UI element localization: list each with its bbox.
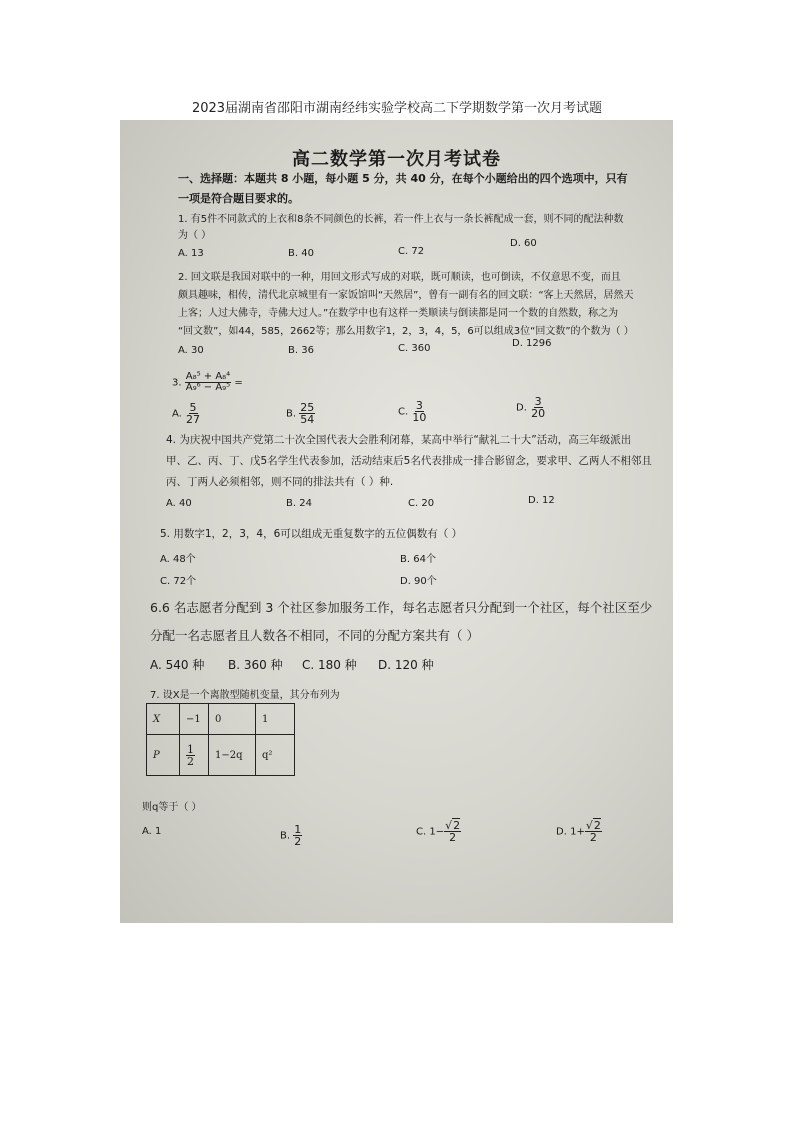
- question-3-option-d-fraction: [530, 396, 546, 419]
- distribution-table: [146, 703, 295, 776]
- question-3-option-d-num: 3: [534, 395, 542, 408]
- question-3-option-a-den: 27: [186, 413, 201, 426]
- question-3-option-c-fraction: [411, 400, 427, 423]
- question-5-option-a: A. 48个: [160, 554, 196, 565]
- question-1-option-a: A. 13: [178, 248, 204, 259]
- question-5-line1: 5. 用数字1，2，3，4，6可以组成无重复数字的五位偶数有（ ）: [160, 528, 463, 540]
- question-7-option-d: [556, 820, 602, 843]
- question-5-option-c: C. 72个: [160, 576, 197, 587]
- sqrt-radicand: 2: [593, 819, 601, 832]
- question-3-fraction: [185, 372, 231, 393]
- distribution-row-x: [147, 704, 295, 735]
- question-4-line2: 甲、乙、丙、丁、戊5名学生代表参加，活动结束后5名代表排成一排合影留念，要求甲、乙两人不相邻且: [166, 455, 652, 467]
- question-7-option-c-fraction: [444, 820, 461, 843]
- question-6-option-d: D. 120 种: [378, 658, 434, 672]
- question-4-line1: 4. 为庆祝中国共产党第二十次全国代表大会胜利闭幕，某高中举行“献礼二十大”活动，高三年级派出: [166, 434, 632, 446]
- question-1-line1: 1. 有5件不同款式的上衣和8条不同颜色的长裤，若一件上衣与一条长裤配成一套，则不同的配法种数: [178, 214, 624, 225]
- question-4-option-c: C. 20: [408, 498, 435, 509]
- question-3: [172, 372, 243, 393]
- question-3-option-a-fraction: [185, 402, 201, 425]
- exam-title: 高二数学第一次月考试卷: [292, 149, 501, 170]
- probability-num: 1: [187, 742, 194, 756]
- question-3-option-b-fraction: [299, 402, 315, 425]
- table-cell: P: [147, 735, 180, 776]
- question-3-option-b-num: 25: [300, 401, 315, 414]
- sqrt-radicand: 2: [453, 819, 461, 832]
- question-7-option-d-letter: D.: [556, 826, 567, 838]
- question-1-option-c: C. 72: [398, 246, 425, 257]
- question-3-option-c-num: 3: [415, 399, 423, 412]
- probability-fraction: [186, 744, 195, 767]
- question-7-option-c-prefix: 1−: [429, 826, 445, 838]
- question-3-option-d: [516, 396, 546, 419]
- question-3-option-b: [286, 402, 315, 425]
- question-2-option-a: A. 30: [178, 345, 204, 356]
- question-3-equals: =: [234, 377, 243, 389]
- question-2-line4: “回文数”，如44，585，2662等；那么用数字1，2，3，4，5，6可以组成3位“回文数”的个数为（ ）: [178, 326, 634, 337]
- question-3-option-c-letter: C.: [398, 406, 409, 418]
- table-cell: 1: [256, 704, 295, 735]
- question-7-option-c-num: √2: [445, 819, 461, 832]
- question-6-option-b: B. 360 种: [228, 658, 283, 672]
- question-3-numerator: A₈⁵ + A₈⁴: [185, 371, 231, 382]
- exam-photo: [120, 120, 673, 923]
- question-7-option-b-num: 1: [294, 823, 302, 836]
- question-7-prompt: 则q等于（ ）: [142, 802, 202, 813]
- question-3-option-a: [172, 402, 201, 425]
- table-cell: q²: [256, 735, 295, 776]
- question-3-option-b-letter: B.: [286, 408, 297, 420]
- question-6-option-a: A. 540 种: [150, 658, 205, 672]
- question-2-option-c: C. 360: [398, 343, 431, 354]
- question-3-option-b-den: 54: [300, 413, 315, 426]
- question-4-option-b: B. 24: [286, 498, 312, 509]
- question-3-option-d-den: 20: [531, 407, 546, 420]
- question-7-option-d-prefix: 1+: [570, 826, 585, 838]
- question-7-option-b-den: 2: [294, 835, 302, 848]
- question-1-option-d: D. 60: [510, 238, 537, 249]
- question-7-line1: 7. 设X是一个离散型随机变量，其分布列为: [150, 690, 340, 701]
- question-2-line2: 颇具趣味，相传，清代北京城里有一家饭馆叫“天然居”，曾有一副有名的回文联：“客上天然居，居然天: [178, 290, 634, 301]
- question-4-line3: 丙、丁两人必须相邻，则不同的排法共有（ ）种.: [166, 476, 394, 488]
- question-3-option-c-den: 10: [412, 411, 427, 424]
- section-heading-line1: 一、选择题：本题共 8 小题，每小题 5 分，共 40 分，在每个小题给出的四个选项中，只有: [178, 172, 628, 185]
- question-7-option-b-fraction: [293, 824, 302, 847]
- question-3-option-a-letter: A.: [172, 408, 182, 420]
- question-2-line1: 2. 回文联是我国对联中的一种，用回文形式写成的对联，既可顺读，也可倒读，不仅意思不变，而且: [178, 272, 621, 283]
- table-cell: X: [147, 704, 180, 735]
- table-cell: [180, 735, 209, 776]
- question-7-option-b: [280, 824, 302, 847]
- distribution-row-p: [147, 735, 295, 776]
- question-7-option-b-letter: B.: [280, 830, 291, 842]
- section-heading-line2: 一项是符合题目要求的。: [178, 192, 299, 205]
- question-1-option-b: B. 40: [288, 248, 314, 259]
- question-7-option-d-fraction: [585, 820, 602, 843]
- table-cell: 0: [209, 704, 256, 735]
- question-6-option-c: C. 180 种: [302, 658, 357, 672]
- question-3-label: 3.: [172, 377, 182, 389]
- question-3-option-c: [398, 400, 427, 423]
- question-7-option-d-den: 2: [589, 831, 597, 844]
- question-6-line1: 6.6 名志愿者分配到 3 个社区参加服务工作，每名志愿者只分配到一个社区，每个社区至少: [150, 600, 653, 615]
- question-4-option-d: D. 12: [528, 495, 555, 506]
- table-cell: −1: [180, 704, 209, 735]
- question-3-option-d-letter: D.: [516, 402, 527, 414]
- question-2-option-d: D. 1296: [512, 338, 552, 349]
- question-3-option-a-num: 5: [189, 401, 197, 414]
- question-7-option-c-den: 2: [449, 831, 457, 844]
- question-7-option-c: [416, 820, 461, 843]
- question-4-option-a: A. 40: [166, 498, 192, 509]
- probability-den: 2: [187, 754, 194, 768]
- question-5-option-b: B. 64个: [400, 554, 436, 565]
- question-1-line2: 为（ ）: [178, 230, 212, 241]
- question-7-option-a: A. 1: [142, 826, 162, 837]
- question-7-option-c-letter: C.: [416, 826, 427, 838]
- question-5-option-d: D. 90个: [400, 576, 437, 587]
- question-2-option-b: B. 36: [288, 345, 314, 356]
- question-6-line2: 分配一名志愿者且人数各不相同，不同的分配方案共有（ ）: [150, 628, 479, 643]
- question-3-denominator: A₉⁶ − A₉⁵: [185, 382, 231, 393]
- question-7-option-d-num: √2: [585, 819, 601, 832]
- question-2-line3: 上客；人过大佛寺，寺佛大过人。”在数学中也有这样一类顺读与倒读都是同一个数的自然数，称之为: [178, 308, 619, 319]
- page-title: 2023届湖南省邵阳市湖南经纬实验学校高二下学期数学第一次月考试题: [191, 101, 603, 116]
- table-cell: 1−2q: [209, 735, 256, 776]
